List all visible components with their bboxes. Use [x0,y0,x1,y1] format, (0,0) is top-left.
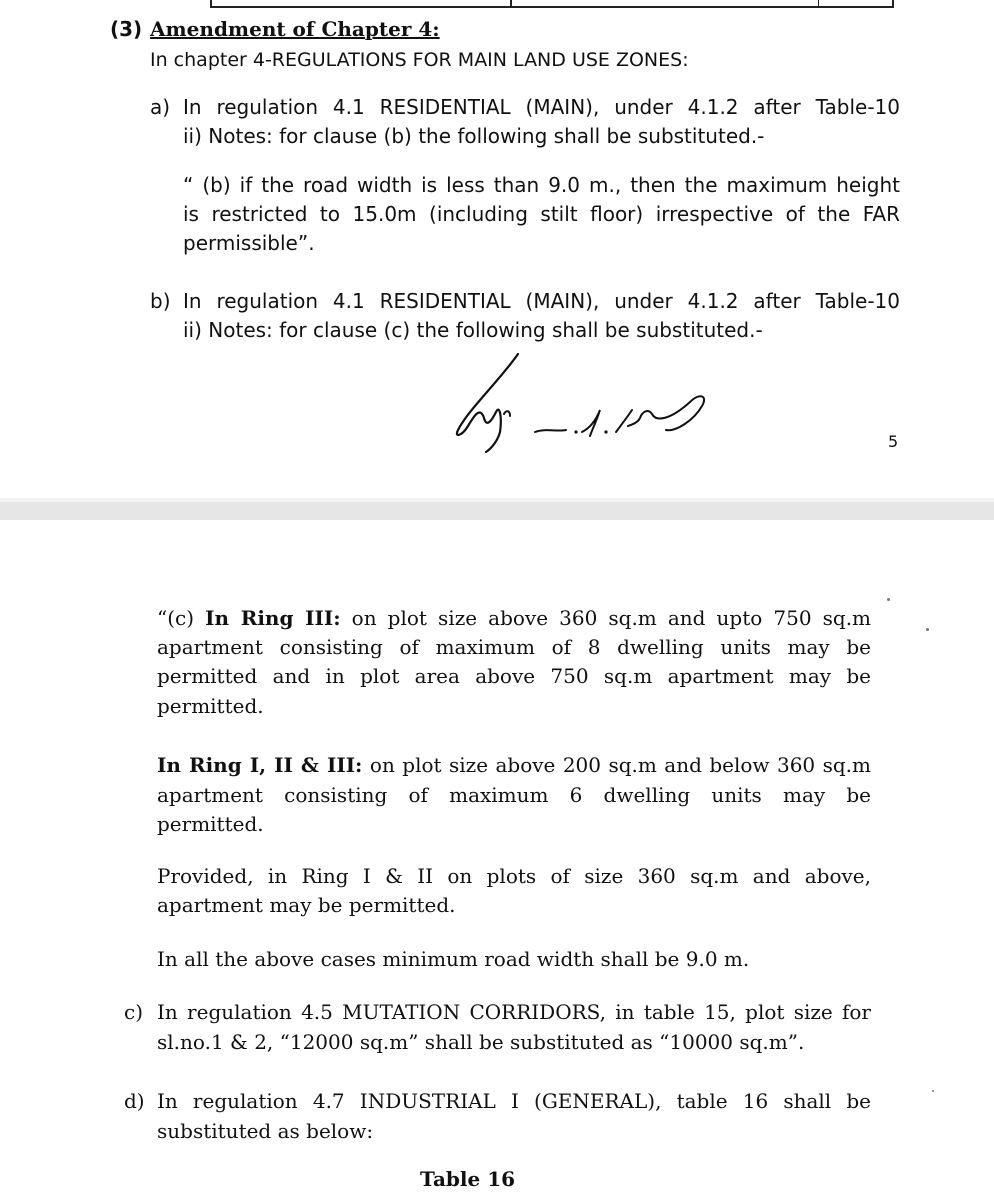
signature [440,340,740,460]
item-a-line1: In regulation 4.1 RESIDENTIAL (MAIN), under 4.1.2 after Table-10 [183,95,900,119]
item-d-line1: In regulation 4.7 INDUSTRIAL I (GENERAL), table 16 shall be [157,1089,871,1113]
table-16-title: Table 16 [420,1167,516,1191]
clause-c-line1-text: on plot size above 360 sq.m and upto 750 sq.m [340,606,872,630]
clause-c-prefix: “(c) [157,606,206,630]
item-a-line2: ii) Notes: for clause (b) the following shall be substituted.- [183,124,765,148]
item-d-line2: substituted as below: [157,1119,374,1143]
clause-c-ring-label: In Ring III: [205,606,341,630]
proviso-line2: apartment may be permitted. [157,893,456,917]
ring-all-line1-text: on plot size above 200 sq.m and below 360 sq.m [362,753,871,777]
item-c-marker: c) [124,1000,144,1024]
item-d-marker: d) [124,1089,145,1113]
clause-c-line4: permitted. [157,694,264,718]
item-a-quote-line3: permissible”. [183,231,315,255]
chapter-intro: In chapter 4-REGULATIONS FOR MAIN LAND USE ZONES: [150,49,689,71]
section-number: (3) [110,17,143,41]
item-c-line2: sl.no.1 & 2, “12000 sq.m” shall be substituted as “10000 sq.m”. [157,1030,805,1054]
ring-all-line2: apartment consisting of maximum 6 dwelling units may be [157,783,871,807]
item-b-line2: ii) Notes: for clause (c) the following shall be substituted.- [183,318,763,342]
item-a-quote-line2: is restricted to 15.0m (including stilt floor) irrespective of the FAR [183,202,900,226]
page-break [0,502,994,520]
page-number: 5 [888,432,899,451]
item-b-line1: In regulation 4.1 RESIDENTIAL (MAIN), under 4.1.2 after Table-10 [183,289,900,313]
previous-table-remnant [210,0,894,8]
clause-c-line3: permitted and in plot area above 750 sq.m apartment may be [157,664,871,688]
min-road-width: In all the above cases minimum road width shall be 9.0 m. [157,947,750,971]
ring-all-label: In Ring I, II & III: [157,753,363,777]
section-title: Amendment of Chapter 4: [150,17,440,41]
item-c-line1: In regulation 4.5 MUTATION CORRIDORS, in table 15, plot size for [157,1000,871,1024]
clause-c-line2: apartment consisting of maximum of 8 dwelling units may be [157,635,871,659]
ring-all-line1 [157,750,871,780]
item-b-marker: b) [150,289,171,313]
proviso-line1: Provided, in Ring I & II on plots of size 360 sq.m and above, [157,864,871,888]
item-a-quote-line1: “ (b) if the road width is less than 9.0 m., then the maximum height [183,173,900,197]
clause-c-line1 [157,603,871,633]
item-a-marker: a) [150,95,171,119]
ring-all-line3: permitted. [157,812,264,836]
